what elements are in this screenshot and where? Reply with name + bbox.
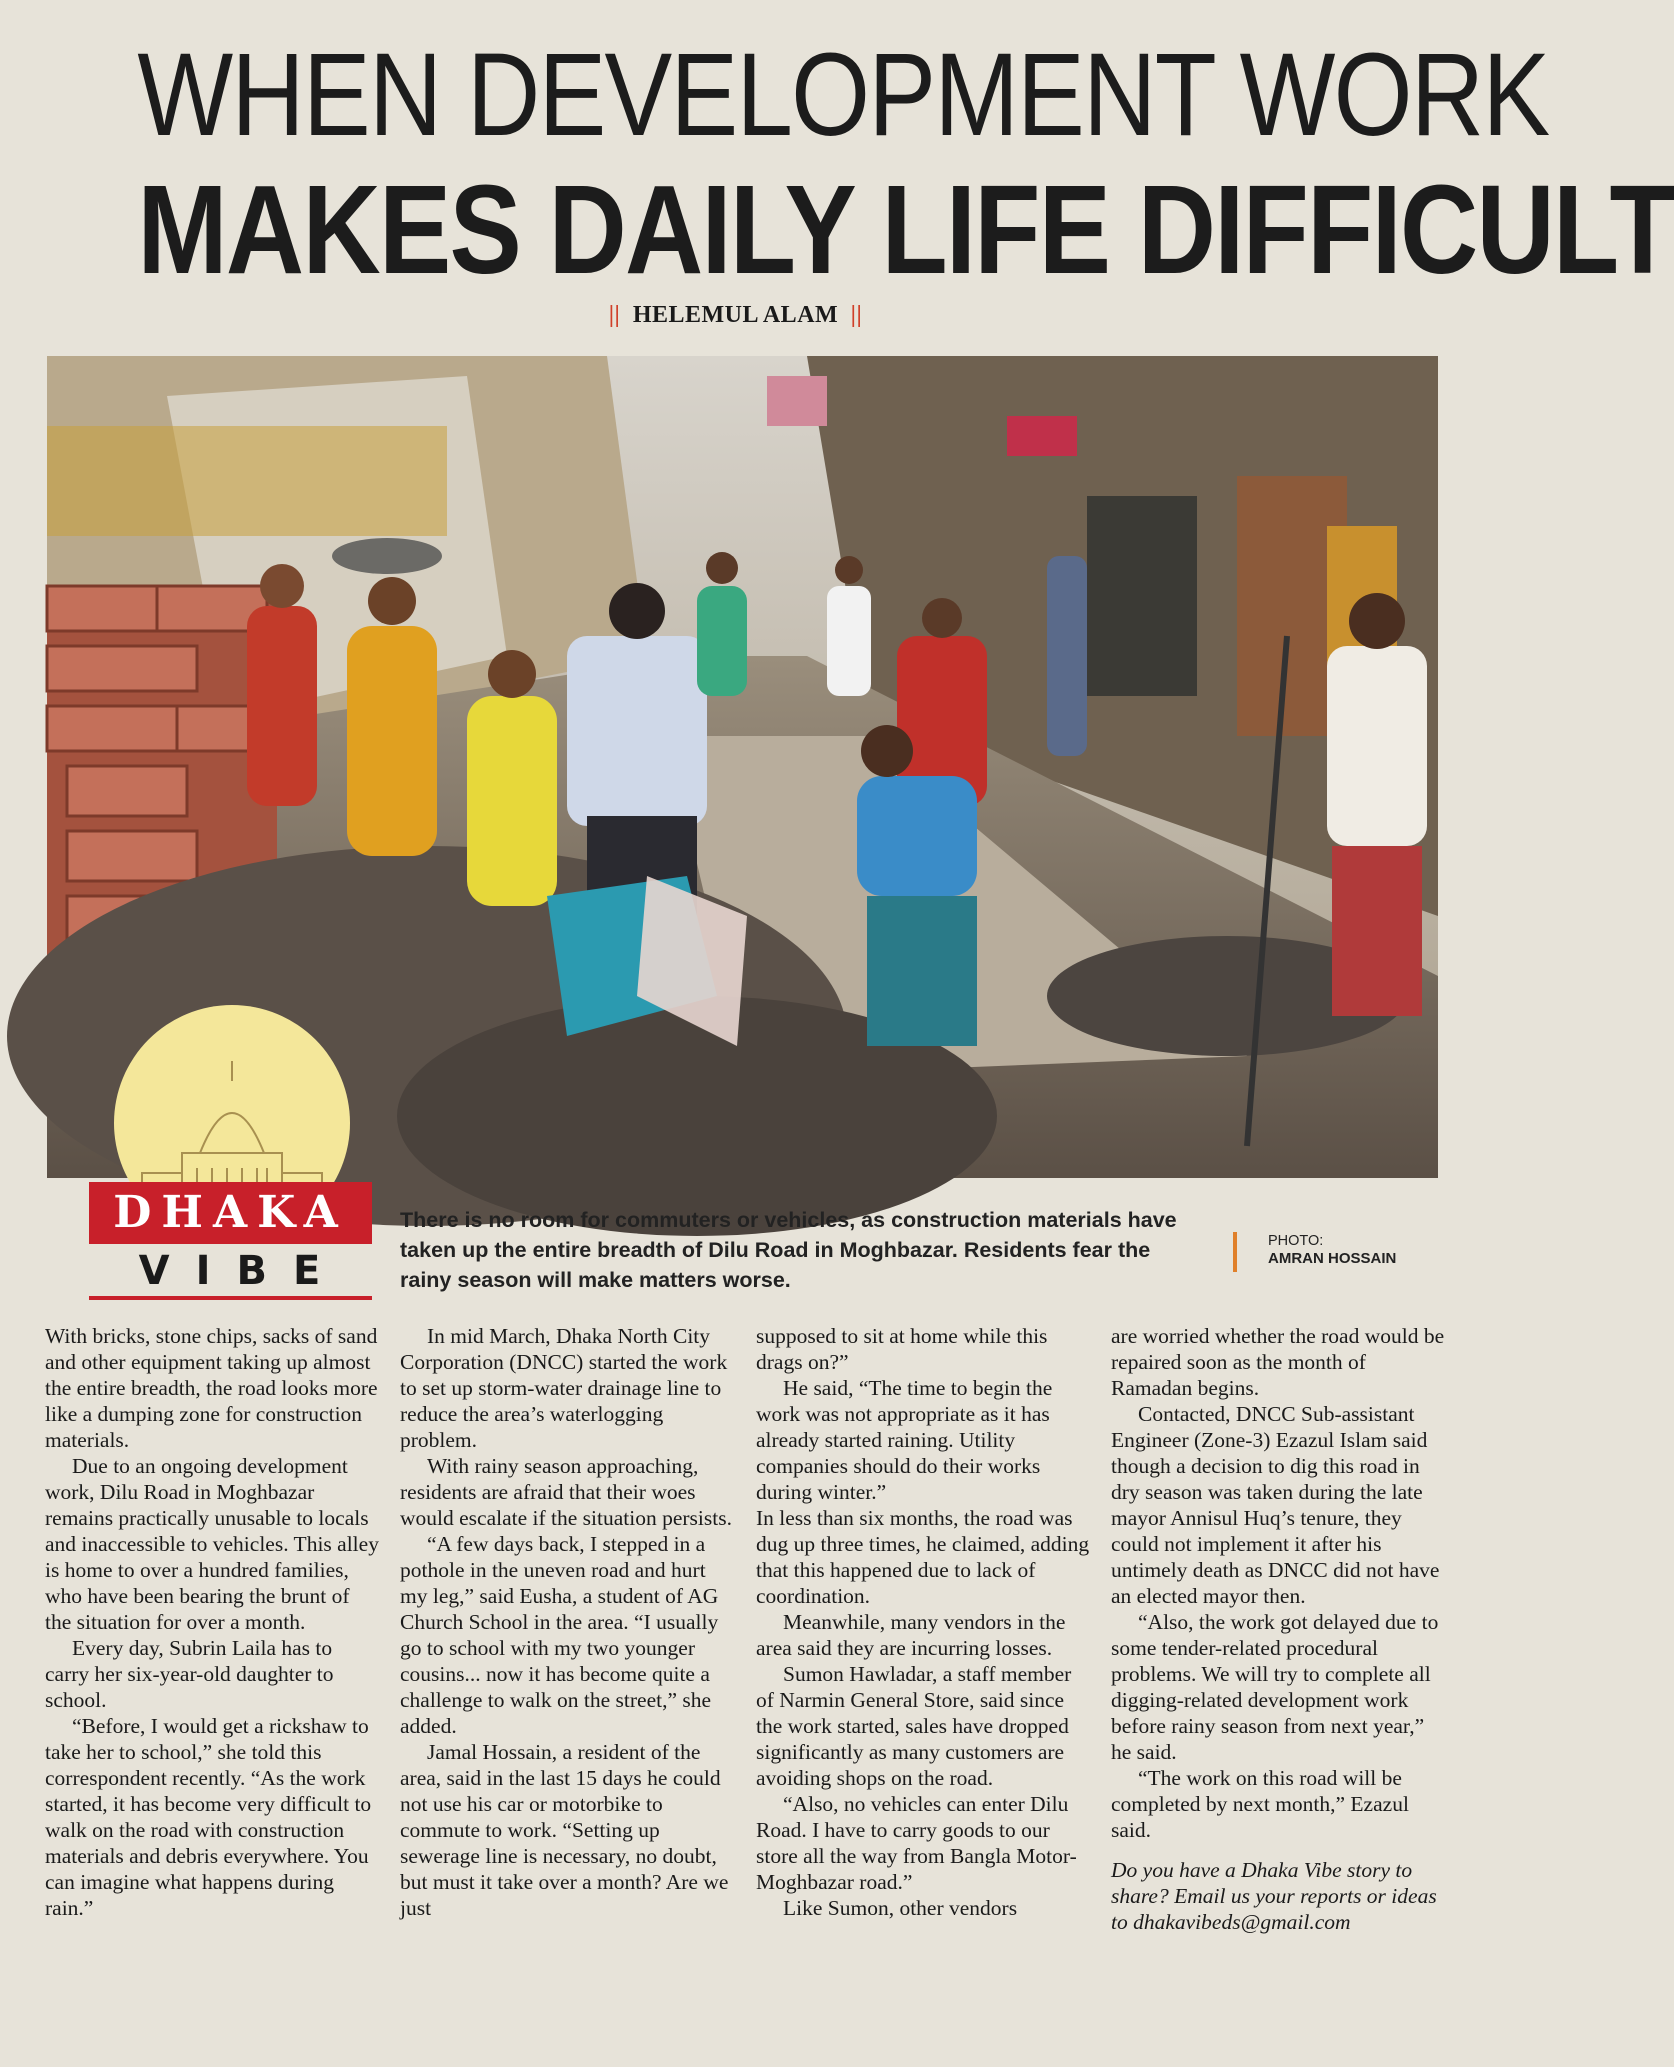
credit-label: PHOTO: — [1268, 1233, 1324, 1249]
byline-author: HELEMUL ALAM — [632, 302, 839, 328]
credit-name: AMRAN HOSSAIN — [1268, 1250, 1397, 1267]
byline — [0, 302, 1471, 329]
paragraph: “Also, no vehicles can enter Dilu Road. I have to carry goods to our store all the way from Bangla Motor-Moghbazar road.” — [756, 1792, 1077, 1894]
paragraph: Due to an ongoing development work, Dilu Road in Moghbazar remains practically unusable to locals and inaccessible to vehicles. This alley is home to over a hundred families, who have been bearing the brunt of the situation for over a month. — [45, 1454, 379, 1634]
article-column-4 — [1111, 1323, 1446, 1935]
paragraph: With bricks, stone chips, sacks of sand and other equipment taking up almost the entire breadth, the road looks more like a dumping zone for construction materials. — [45, 1324, 378, 1452]
byline-separator-right: || — [850, 302, 863, 328]
paragraph: Every day, Subrin Laila has to carry her six-year-old daughter to school. — [45, 1636, 334, 1712]
credit-divider — [1233, 1232, 1237, 1272]
logo-rule — [89, 1296, 372, 1300]
paragraph: “The work on this road will be completed by next month,” Ezazul said. — [1111, 1766, 1409, 1842]
article-column-1 — [45, 1323, 380, 1921]
photo-caption: There is no room for commuters or vehicles, as construction materials have taken up the entire breadth of Dilu Road in Moghbazar. Residents fear the rainy season will make matters worse. — [400, 1208, 1177, 1292]
byline-separator-left: || — [608, 302, 621, 328]
paragraph: In mid March, Dhaka North City Corporation (DNCC) started the work to set up storm-water drainage line to reduce the area’s waterlogging problem. — [400, 1324, 728, 1452]
paragraph: supposed to sit at home while this drags on?” — [756, 1324, 1048, 1374]
paragraph: With rainy season approaching, residents are afraid that their woes would escalate if the situation persists. — [400, 1454, 732, 1530]
paragraph: He said, “The time to begin the work was not appropriate as it has already started raining. Utility companies should do their works during winter.” — [756, 1376, 1053, 1504]
article-column-2 — [400, 1323, 735, 1921]
paragraph: Jamal Hossain, a resident of the area, said in the last 15 days he could not use his car or motorbike to commute to work. “Setting up sewerage line is necessary, no doubt, but must it take over a month? Are we just — [400, 1740, 729, 1920]
paragraph: “Also, the work got delayed due to some tender-related procedural problems. We will try to complete all digging-related development work before rainy season from next year,” he said. — [1111, 1610, 1439, 1764]
logo-word-dhaka: DHAKA — [89, 1182, 372, 1244]
photo-credit — [1268, 1232, 1438, 1268]
paragraph: are worried whether the road would be repaired soon as the month of Ramadan begins. — [1111, 1324, 1445, 1400]
article-column-3 — [756, 1323, 1091, 1921]
paragraph: Meanwhile, many vendors in the area said they are incurring losses. — [756, 1610, 1066, 1660]
dhaka-vibe-logo — [89, 1182, 372, 1302]
headline-line-2: MAKES DAILY LIFE DIFFICULT — [137, 159, 1674, 300]
paragraph: “A few days back, I stepped in a pothole in the uneven road and hurt my leg,” said Eusha, a student of AG Church School in the area. “I usually go to school with my two younger cousins... now it has become quite a challenge to walk on the street,” she added. — [400, 1532, 719, 1738]
paragraph: In less than six months, the road was dug up three times, he claimed, adding that this happened due to lack of coordination. — [756, 1506, 1090, 1608]
paragraph: “Before, I would get a rickshaw to take her to school,” she told this correspondent recently. “As the work started, it has become very difficult to walk on the road with construction materials and debris everywhere. You can imagine what happens during rain.” — [45, 1714, 372, 1920]
closing-note: Do you have a Dhaka Vibe story to share? Email us your reports or ideas to dhakavibeds@gmail.com — [1111, 1858, 1437, 1934]
paragraph: Contacted, DNCC Sub-assistant Engineer (Zone-3) Ezazul Islam said though a decision to dig this road in dry season was taken during the late mayor Annisul Huq’s tenure, they could not implement it after his untimely death as DNCC did not have an elected mayor then. — [1111, 1402, 1440, 1608]
paragraph: Sumon Hawladar, a staff member of Narmin General Store, said since the work started, sales have dropped significantly as many customers are avoiding shops on the road. — [756, 1662, 1072, 1790]
logo-word-vibe: VIBE — [89, 1244, 372, 1294]
headline-line-1: WHEN DEVELOPMENT WORK — [137, 29, 1549, 161]
paragraph: Like Sumon, other vendors — [783, 1896, 1018, 1920]
